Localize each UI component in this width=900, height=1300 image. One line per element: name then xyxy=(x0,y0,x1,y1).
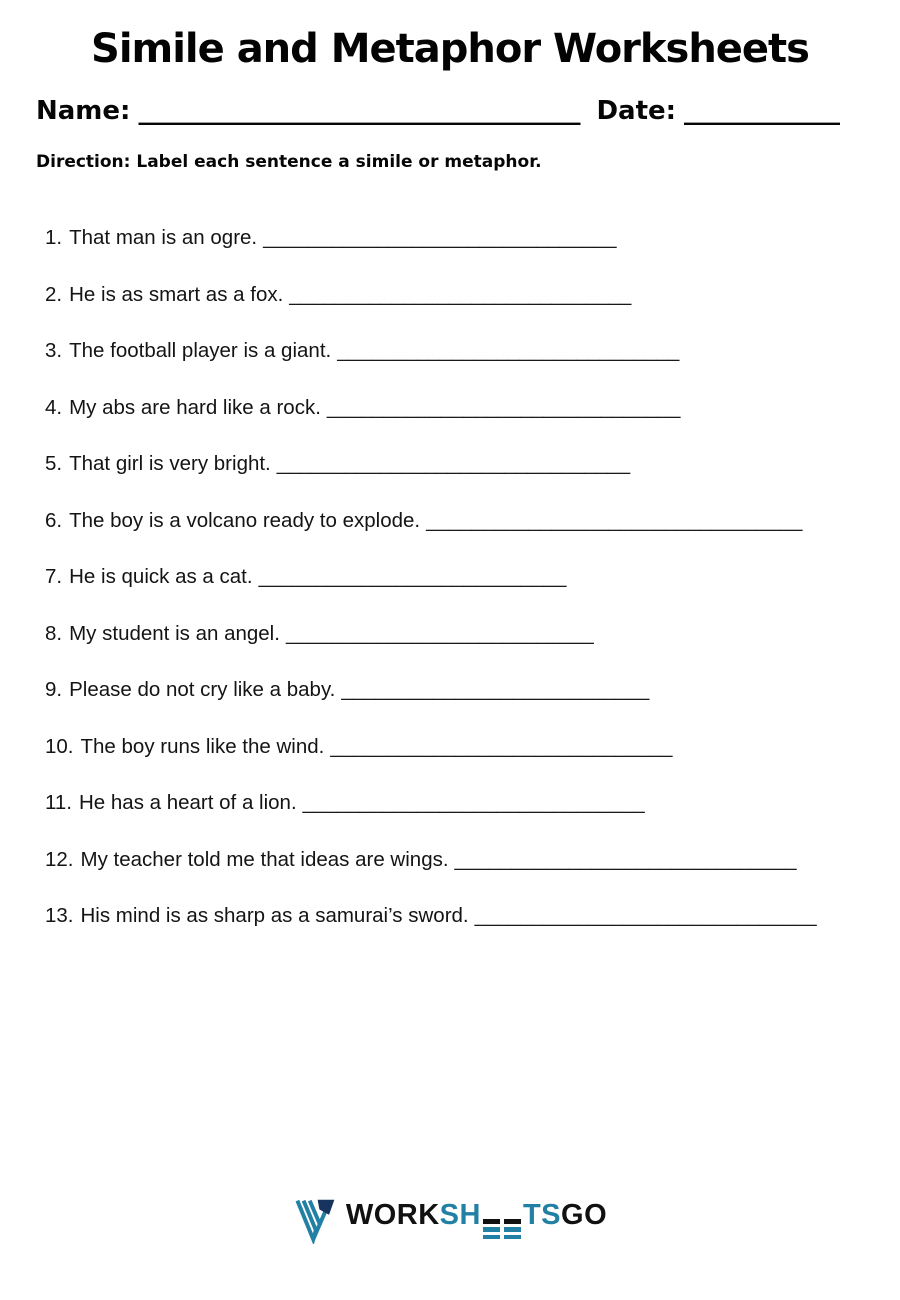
item-text: My teacher told me that ideas are wings. xyxy=(80,847,449,871)
item-number: 9. xyxy=(45,678,63,701)
logo-flag-shape xyxy=(317,1200,334,1215)
item-text: That girl is very bright. xyxy=(69,452,271,475)
item-text: He is quick as a cat. xyxy=(69,565,253,588)
date-label: Date: xyxy=(596,96,677,126)
direction-text: Direction: Label each sentence a simile or metaphor. xyxy=(36,152,542,172)
item-text: He has a heart of a lion. xyxy=(78,791,297,814)
worksheet-item xyxy=(45,620,900,647)
name-blank-line: __________________________________ xyxy=(138,96,581,126)
name-date-row xyxy=(36,96,864,126)
worksheet-item xyxy=(45,563,900,590)
worksheet-item xyxy=(45,224,900,251)
item-number: 11. xyxy=(45,791,72,814)
brand-wordmark xyxy=(345,1198,608,1240)
item-text: My student is an angel. xyxy=(69,621,280,645)
item-blank-line: ______________________________ xyxy=(289,282,632,306)
worksheet-item-list xyxy=(0,224,900,929)
item-blank-line: _______________________________ xyxy=(276,452,631,475)
item-blank-line: ___________________________ xyxy=(285,621,594,645)
worksheet-item xyxy=(45,281,900,308)
item-blank-line: ______________________________ xyxy=(330,734,673,758)
worksheet-item xyxy=(45,846,900,873)
brand-footer xyxy=(0,1196,900,1244)
worksheet-item xyxy=(45,789,900,816)
worksheet-page xyxy=(0,26,900,1300)
item-blank-line: _______________________________ xyxy=(326,395,681,419)
item-blank-line: _______________________________ xyxy=(263,226,617,249)
name-label: Name: xyxy=(36,96,131,126)
stylized-e-icon xyxy=(483,1219,500,1239)
worksheetsgo-logo-icon xyxy=(293,1196,337,1244)
worksheet-item xyxy=(45,394,900,421)
item-text: Please do not cry like a baby. xyxy=(69,678,336,701)
item-number: 13. xyxy=(45,904,74,927)
worksheet-item xyxy=(45,507,900,534)
item-blank-line: ______________________________ xyxy=(337,339,680,362)
item-number: 3. xyxy=(45,339,63,362)
brand-part-ts: TS xyxy=(522,1198,562,1231)
item-blank-line: ___________________________ xyxy=(341,678,650,701)
worksheet-item xyxy=(45,902,900,929)
item-text: That man is an ogre. xyxy=(69,226,258,249)
item-number: 7. xyxy=(45,565,63,588)
stylized-e-icon xyxy=(504,1219,521,1239)
item-blank-line: ______________________________ xyxy=(454,847,797,871)
item-number: 10. xyxy=(45,734,74,758)
item-blank-line: ______________________________ xyxy=(302,791,645,814)
item-number: 4. xyxy=(45,395,63,419)
item-text: The football player is a giant. xyxy=(69,339,332,362)
item-number: 8. xyxy=(45,621,63,645)
brand-part-sh: SH xyxy=(439,1198,481,1231)
item-number: 5. xyxy=(45,452,63,475)
item-text: My abs are hard like a rock. xyxy=(69,395,321,419)
page-title: Simile and Metaphor Worksheets xyxy=(91,26,809,72)
item-text: He is as smart as a fox. xyxy=(69,282,284,306)
date-blank-line: ____________ xyxy=(684,96,841,126)
item-text: The boy runs like the wind. xyxy=(80,734,325,758)
item-number: 12. xyxy=(45,847,74,871)
brand-part-work: WORK xyxy=(345,1198,440,1231)
item-blank-line: ______________________________ xyxy=(474,904,817,927)
item-number: 2. xyxy=(45,282,63,306)
brand-part-go: GO xyxy=(561,1198,608,1231)
item-text: The boy is a volcano ready to explode. xyxy=(69,508,421,532)
worksheet-item xyxy=(45,450,900,477)
item-number: 1. xyxy=(45,226,63,249)
worksheet-item xyxy=(45,337,900,364)
item-text: His mind is as sharp as a samurai’s sword. xyxy=(80,904,469,927)
item-blank-line: ___________________________ xyxy=(258,565,567,588)
worksheet-item xyxy=(45,676,900,703)
item-blank-line: _________________________________ xyxy=(426,508,803,532)
worksheet-item xyxy=(45,733,900,760)
item-number: 6. xyxy=(45,508,63,532)
